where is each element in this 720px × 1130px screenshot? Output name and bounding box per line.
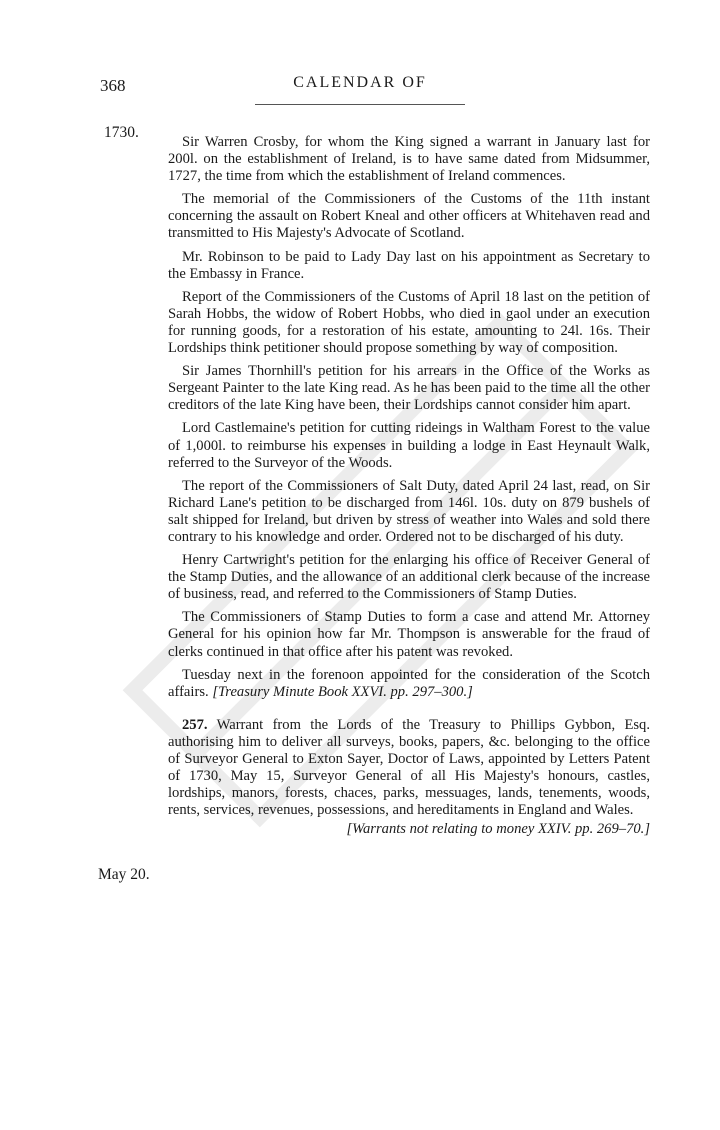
paragraph: The memorial of the Commissioners of the Customs of the 11th instant concerning the assault on Robert Kneal and other officers at Whitehaven read and transmitted to His Majesty's Advocate of Scotland. [168, 191, 650, 242]
paragraph: The Commissioners of Stamp Duties to form a case and attend Mr. Attorney General for his opinion how far Mr. Thompson is answerable for the fraud of clerks continued in that office after his patent was revoked. [168, 609, 650, 660]
paragraph: Lord Castlemaine's petition for cutting rideings in Waltham Forest to the value of 1,000l. to reimburse his expenses in building a lodge in East Heynault Walk, referred to the Surveyor of the Woods. [168, 420, 650, 471]
paragraph: The report of the Commissioners of Salt Duty, dated April 24 last, read, on Sir Richard Lane's petition to be discharged from 146l. 10s. duty on 879 bushels of salt shipped for Ireland, but driven by stress of weather into Wales and sold there contrary to his knowledge and order. Ordered not to be discharged of his duty. [168, 477, 650, 545]
margin-year: 1730. [104, 124, 139, 141]
source-reference: [Treasury Minute Book XXVI. pp. 297–300.] [212, 683, 473, 700]
page-number: 368 [100, 76, 126, 95]
paragraph: Mr. Robinson to be paid to Lady Day last on his appointment as Secretary to the Embassy in France. [168, 248, 650, 282]
paragraph-text: Tuesday next in the forenoon appointed for the consideration of the Scotch affairs. [168, 666, 650, 700]
paragraph: Sir Warren Crosby, for whom the King signed a warrant in January last for 200l. on the establishment of Ireland, is to have same dated from Midsummer, 1727, the time from which the establishment of Ireland commences. [168, 134, 650, 185]
entry-number: 257. [182, 716, 208, 733]
entry-source-reference: [Warrants not relating to money XXIV. pp. 269–70.] [346, 821, 650, 838]
margin-date-may-20: May 20. [98, 866, 150, 883]
paragraph: Henry Cartwright's petition for the enlarging his office of Receiver General of the Stamp Duties, and the allowance of an additional clerk because of the increase of business, read, and referred to the Commissioners of Stamp Duties. [168, 552, 650, 603]
entry-text: Warrant from the Lords of the Treasury to Phillips Gybbon, Esq. authorising him to deliver all surveys, books, papers, &c. belonging to the office of Surveyor General to Exton Sayer, Doctor of Laws, appointed by Letters Patent of 1730, May 15, Surveyor General of all His Majesty's honours, castles, lordships, manors, forests, chaces, parks, messuages, lands, tenements, woods, rents, services, revenues, possessions, and hereditaments in England and Wales. [168, 716, 650, 819]
paragraph: Sir James Thornhill's petition for his arrears in the Office of the Works as Sergeant Painter to the late King read. As he has been paid to the time all the other creditors of the late King have been, their Lordships cannot consider him apart. [168, 363, 650, 414]
running-title: CALENDAR OF [293, 74, 427, 91]
header-rule [255, 104, 465, 105]
entry-257 [168, 717, 650, 820]
paragraph: Report of the Commissioners of the Customs of April 18 last on the petition of Sarah Hobbs, the widow of Robert Hobbs, who died in gaol under an execution for running goods, for a restoration of his estate, amounting to 24l. 16s. Their Lordships think petitioner should propose something by way of composition. [168, 288, 650, 357]
paragraph-with-source [168, 667, 650, 701]
document-body [168, 134, 650, 838]
